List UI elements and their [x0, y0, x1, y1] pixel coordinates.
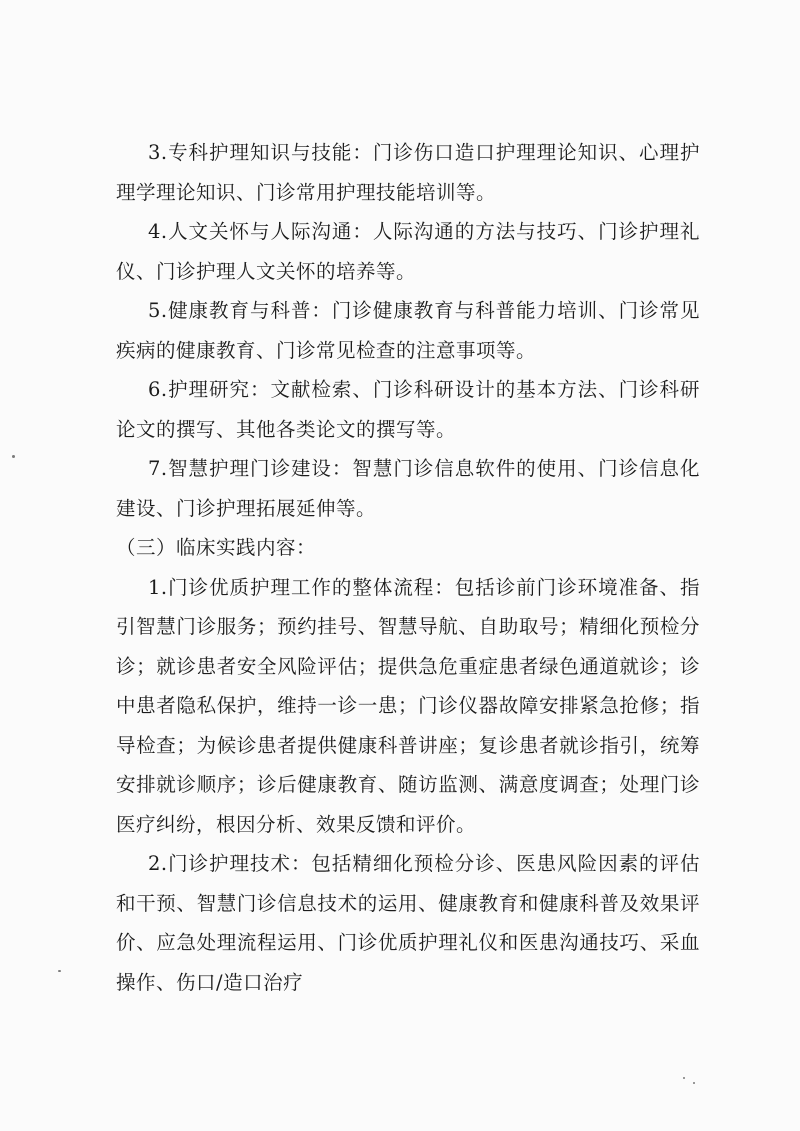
document-body	[116, 133, 700, 1002]
scan-speck	[683, 1077, 685, 1079]
paragraph-workflow: 1.门诊优质护理工作的整体流程：包括诊前门诊环境准备、指引智慧门诊服务；预约挂号、智慧导航、自助取号；精细化预检分诊；就诊患者安全风险评估；提供急危重症患者绿色通道就诊；诊中患者隐私保护，维持一诊一患；门诊仪器故障安排紧急抢修；指导检查；为候诊患者提供健康科普讲座；复诊患者就诊指引，统筹安排就诊顺序；诊后健康教育、随访监测、满意度调查；处理门诊医疗纠纷，根因分析、效果反馈和评价。	[116, 575, 700, 836]
paragraph-health-education: 5.健康教育与科普：门诊健康教育与科普能力培训、门诊常见疾病的健康教育、门诊常见检查的注意事项等。	[116, 299, 700, 362]
paragraph-smart-clinic: 7.智慧护理门诊建设：智慧门诊信息软件的使用、门诊信息化建设、门诊护理拓展延伸等。	[116, 457, 700, 520]
scan-speck	[58, 970, 61, 972]
paragraph-nursing-research: 6.护理研究：文献检索、门诊科研设计的基本方法、门诊科研论文的撰写、其他各类论文的撰写等。	[116, 378, 700, 441]
paragraph-specialty-nursing: 3.专科护理知识与技能：门诊伤口造口护理理论知识、心理护理学理论知识、门诊常用护理技能培训等。	[116, 141, 700, 204]
scan-speck	[12, 455, 15, 458]
paragraph-nursing-techniques: 2.门诊护理技术：包括精细化预检分诊、医患风险因素的评估和干预、智慧门诊信息技术的运用、健康教育和健康科普及效果评价、应急处理流程运用、门诊优质护理礼仪和医患沟通技巧、采血操作、伤口/造口治疗	[116, 852, 700, 994]
scan-speck	[693, 1082, 695, 1084]
paragraph-humanistic-care: 4.人文关怀与人际沟通：人际沟通的方法与技巧、门诊护理礼仪、门诊护理人文关怀的培养等。	[116, 220, 700, 283]
section-heading-clinical-practice: （三）临床实践内容：	[116, 536, 317, 559]
